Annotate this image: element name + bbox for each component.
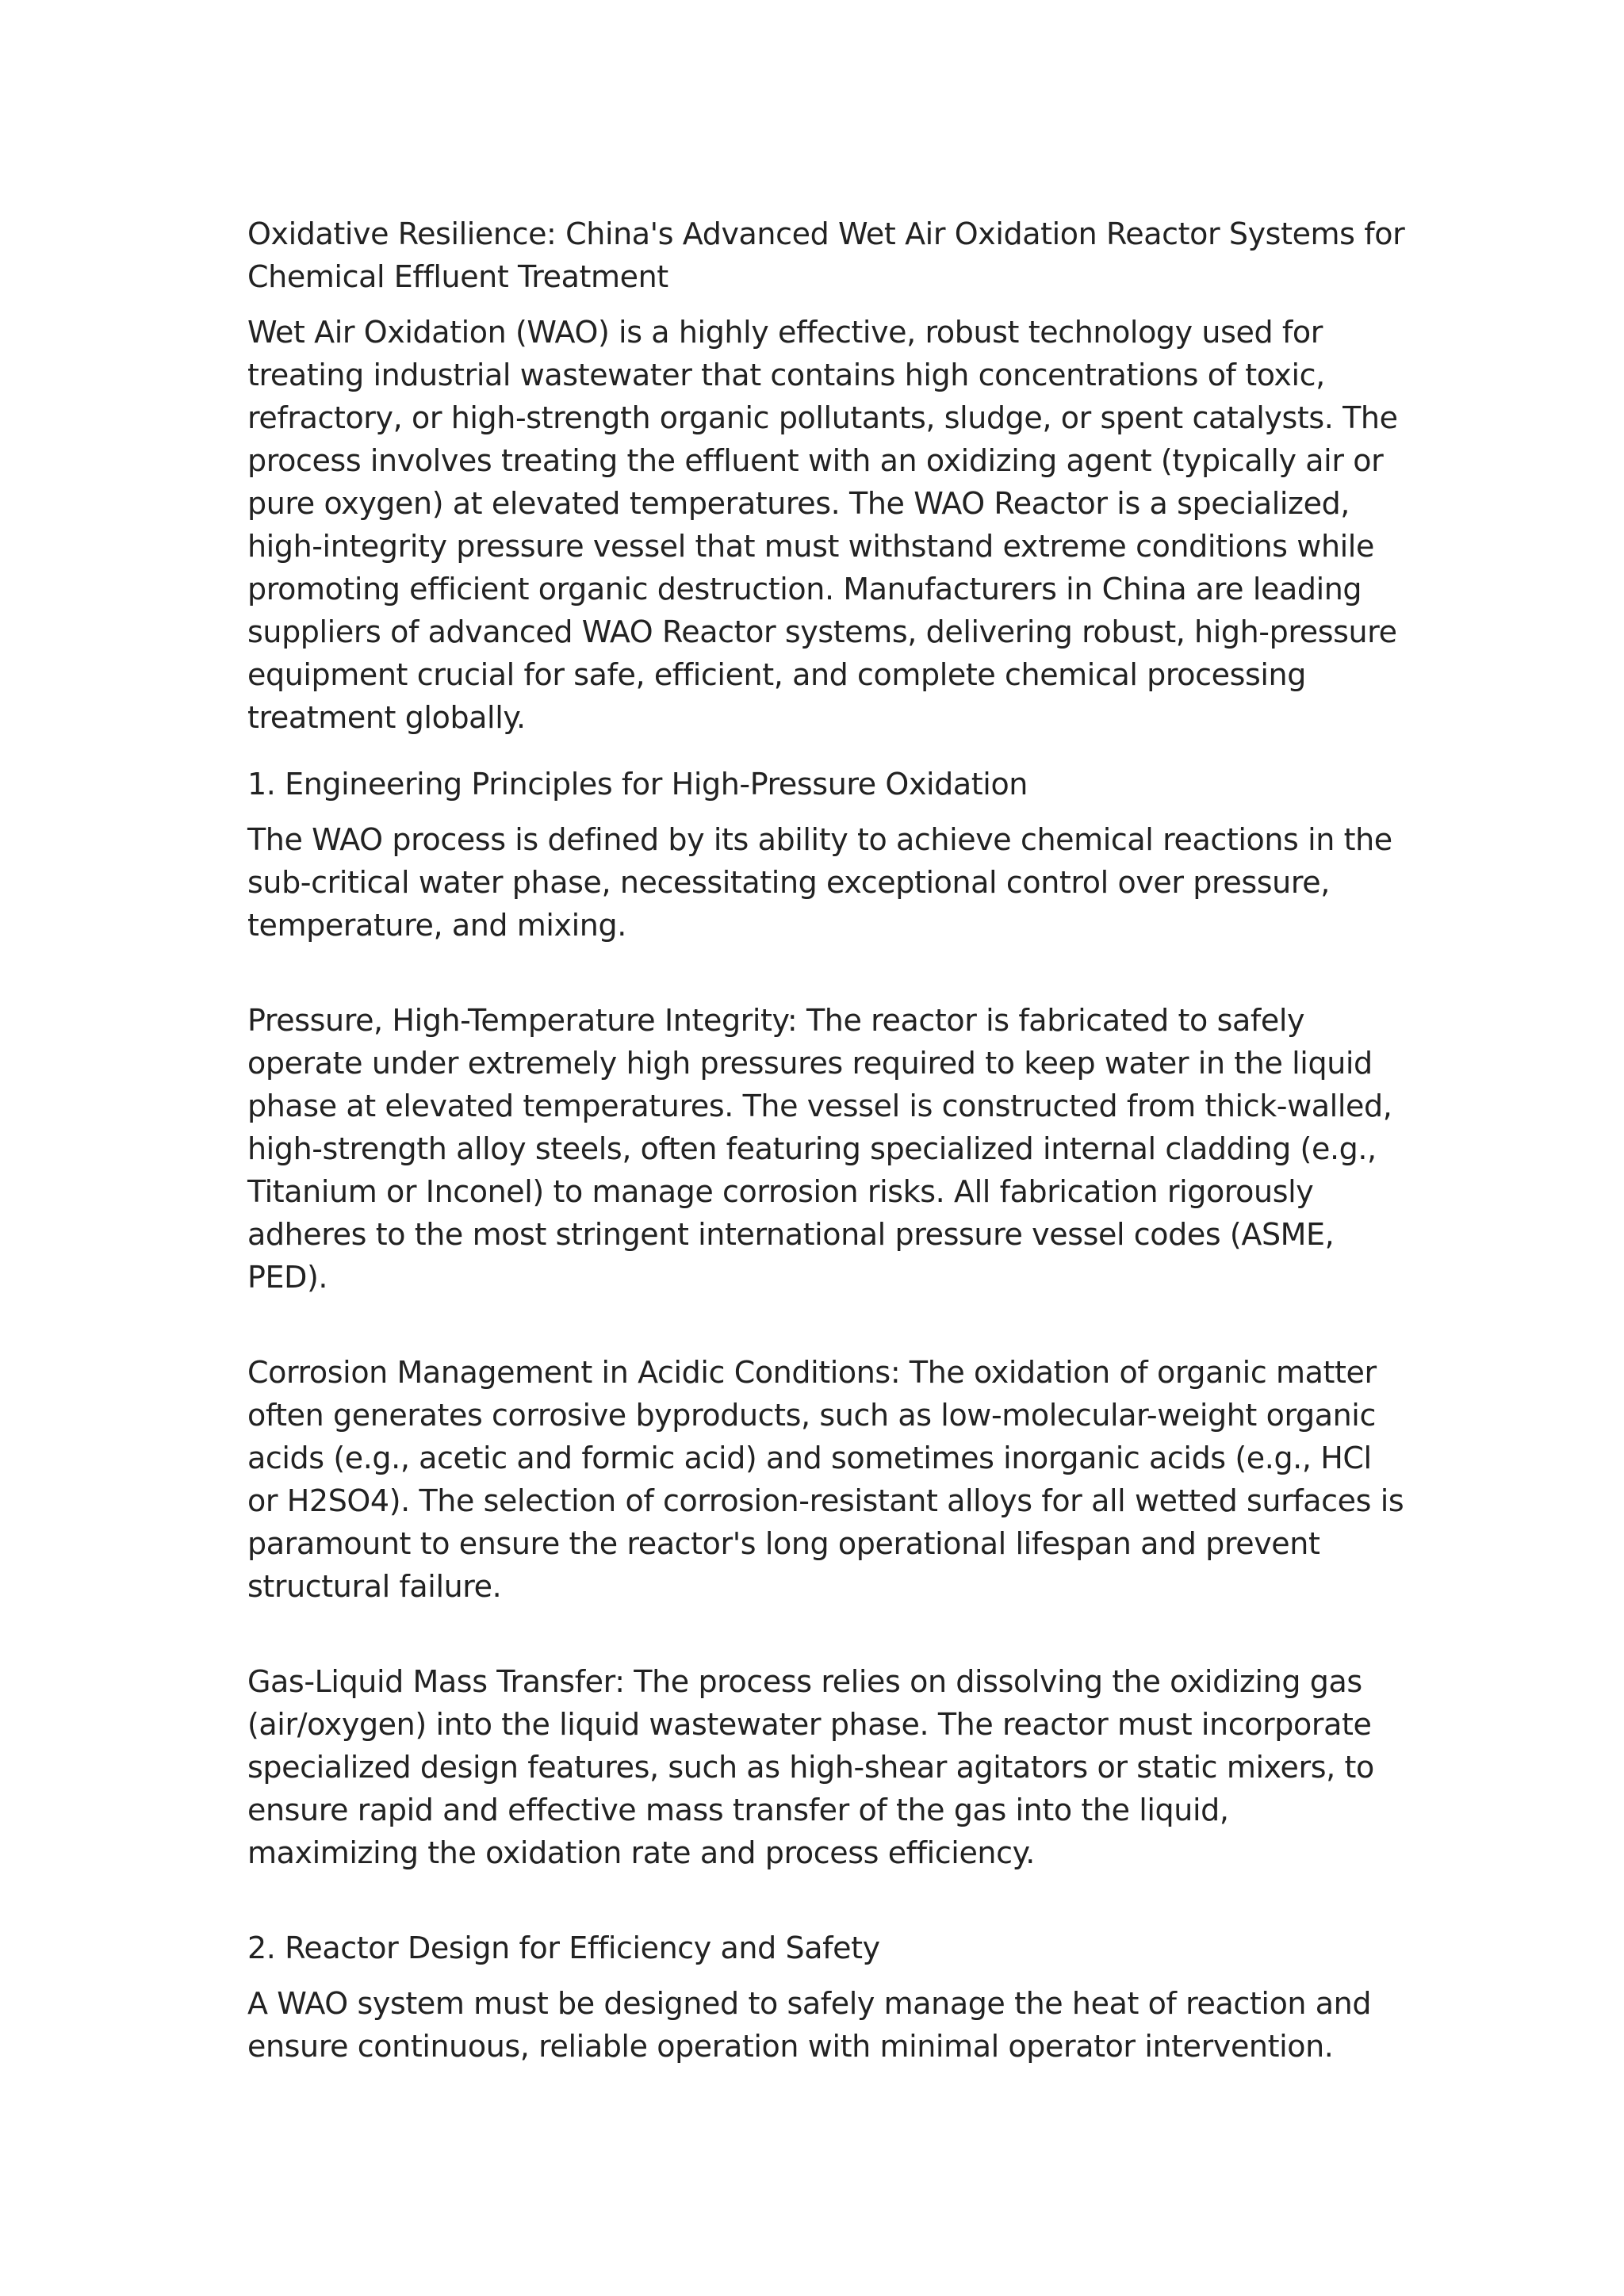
document-title: Oxidative Resilience: China's Advanced Wet Air Oxidation Reactor Systems for Chemical Effluent Treatment: [247, 216, 1405, 294]
section-point-mass-transfer: Gas-Liquid Mass Transfer: The process relies on dissolving the oxidizing gas (air/oxygen) into the liquid wastewater phase. The reactor must incorporate specialized design features, such as high-shear agitators or static mixers, to ensure rapid and effective mass transfer of the gas into the liquid, maximizing the oxidation rate and process efficiency.: [247, 1664, 1374, 1870]
paragraph-spacer: [247, 947, 1405, 999]
section-lead-1: The WAO process is defined by its ability to achieve chemical reactions in the sub-critical water phase, necessitating exceptional control over pressure, temperature, and mixing.: [247, 822, 1392, 943]
section-point-corrosion: Corrosion Management in Acidic Conditions: The oxidation of organic matter often generates corrosive byproducts, such as low-molecular-weight organic acids (e.g., acetic and formic acid) and sometimes inorganic acids (e.g., HCl or H2SO4). The selection of corrosion-resistant alloys for all wetted surfaces is paramount to ensure the reactor's long operational lifespan and prevent structural failure.: [247, 1355, 1404, 1604]
section-heading-2: 2. Reactor Design for Efficiency and Safety: [247, 1931, 880, 1965]
section-heading-1: 1. Engineering Principles for High-Pressure Oxidation: [247, 767, 1028, 802]
section-point-pressure: Pressure, High-Temperature Integrity: The reactor is fabricated to safely operate under extremely high pressures required to keep water in the liquid phase at elevated temperatures. The vessel is constructed from thick-walled, high-strength alloy steels, often featuring specialized internal cladding (e.g., Titanium or Inconel) to manage corrosion risks. All fabrication rigorously adheres to the most stringent international pressure vessel codes (ASME, PED).: [247, 1003, 1392, 1295]
section-lead-2: A WAO system must be designed to safely manage the heat of reaction and ensure continuous, reliable operation with minimal operator intervention.: [247, 1986, 1372, 2064]
intro-paragraph: Wet Air Oxidation (WAO) is a highly effective, robust technology used for treating industrial wastewater that contains high concentrations of toxic, refractory, or high-strength organic pollutants, sludge, or spent catalysts. The process involves treating the effluent with an oxidizing agent (typically air or pure oxygen) at elevated temperatures. The WAO Reactor is a specialized, high-integrity pressure vessel that must withstand extreme conditions while promoting efficient organic destruction. Manufacturers in China are leading suppliers of advanced WAO Reactor systems, delivering robust, high-pressure equipment crucial for safe, efficient, and complete chemical processing treatment globally.: [247, 315, 1398, 735]
document-page: [247, 212, 1405, 2068]
